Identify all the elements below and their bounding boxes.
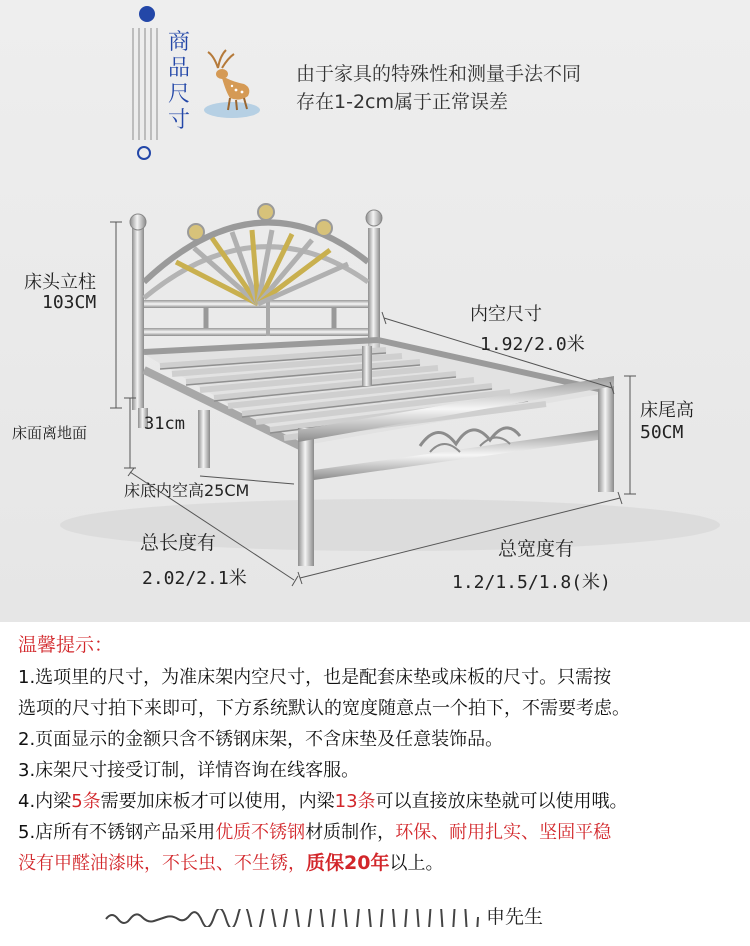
tip-highlight: 优质不锈钢 <box>215 822 306 843</box>
section-title: 商品尺寸 <box>168 30 191 133</box>
tip-text: 需要加床板才可以使用，内梁 <box>100 791 335 812</box>
tip-line: 2.页面显示的金额只含不锈钢床架，不含床垫及任意装饰品。 <box>18 729 504 750</box>
under-bed-clearance-label: 床底内空高25CM <box>124 481 250 500</box>
measurement-notice <box>296 60 581 116</box>
deer-icon <box>200 48 264 122</box>
tip-text: 以上。 <box>389 853 444 874</box>
tip-line: 1.选项里的尺寸，为准床架内空尺寸，也是配套床垫或床板的尺寸。只需按 <box>18 667 612 688</box>
tip-highlight: 13条 <box>334 791 376 812</box>
surface-height-value: 31cm <box>144 414 185 434</box>
tip-text: 材质制作， <box>305 822 396 843</box>
headboard-height-value: 103CM <box>42 292 97 313</box>
notice-line: 由于家具的特殊性和测量手法不同 <box>296 63 582 85</box>
inner-size-label: 内空尺寸 <box>470 304 542 325</box>
tip-highlight: 5条 <box>71 791 101 812</box>
footboard-height-label: 床尾高 <box>640 400 694 421</box>
surface-height-label: 床面离地面 <box>12 424 88 442</box>
tip-text: 可以直接放床垫就可以使用哦。 <box>375 791 628 812</box>
total-width-label: 总宽度有 <box>498 538 575 560</box>
tip-line <box>18 817 738 848</box>
total-length-label: 总长度有 <box>140 532 217 554</box>
tip-highlight: 环保、耐用扎实、坚固平稳 <box>395 822 612 843</box>
signature-line <box>104 902 543 929</box>
handwritten-scribble <box>104 909 480 927</box>
tip-text: 4.内梁 <box>18 791 72 812</box>
tip-line: 3.床架尺寸接受订制，详情咨询在线客服。 <box>18 760 360 781</box>
footboard-height-value: 50CM <box>640 422 684 443</box>
tips-list <box>18 662 738 879</box>
circle-outline-icon <box>137 146 151 160</box>
tip-text: 5.店所有不锈钢产品采用 <box>18 822 216 843</box>
blue-dot-icon <box>139 6 155 22</box>
tips-title: 温馨提示： <box>18 634 114 656</box>
tip-line <box>18 786 738 817</box>
inner-size-value: 1.92/2.0米 <box>480 334 585 355</box>
tip-highlight: 质保20年 <box>306 852 390 874</box>
headboard-height-label: 床头立柱 <box>24 272 96 293</box>
total-length-value: 2.02/2.1米 <box>142 568 247 589</box>
contact-name: 申先生 <box>486 906 544 928</box>
tip-highlight: 没有甲醛油漆味，不长虫、不生锈， <box>18 853 306 874</box>
total-width-value: 1.2/1.5/1.8(米) <box>452 572 611 593</box>
decorative-lines <box>130 28 160 140</box>
bed-frame-illustration <box>0 180 750 620</box>
tip-line <box>18 848 738 879</box>
notice-line: 存在1-2cm属于正常误差 <box>296 91 508 113</box>
tip-line: 选项的尺寸拍下来即可，下方系统默认的宽度随意点一个拍下，不需要考虑。 <box>18 698 630 719</box>
